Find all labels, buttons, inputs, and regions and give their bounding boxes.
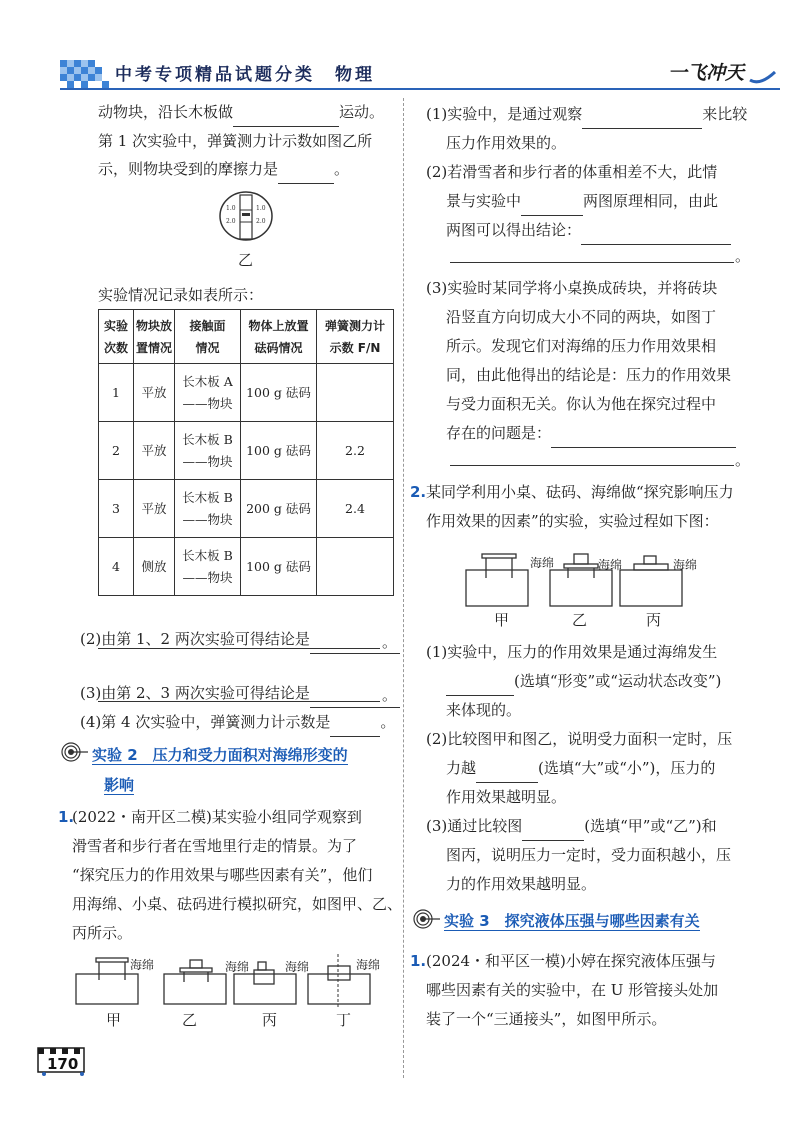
p2-q2-line: 作用效果越明显。 (446, 788, 567, 806)
force-cell-1[interactable] (317, 364, 394, 422)
target-icon (60, 741, 90, 763)
p2-q3-line: 图丙，说明压力一定时，受力面积越小，压 (446, 846, 732, 864)
column-divider (403, 98, 404, 1078)
section-2-title-cont: 影响 (104, 776, 135, 794)
right-q3-line: 存在的问题是： (446, 419, 736, 448)
answer-line-r2c[interactable] (450, 262, 734, 263)
table-row: 4 侧放 长木板 B ——物块 100 g 砝码 (99, 538, 394, 596)
answer-blank-r2a[interactable] (521, 197, 583, 216)
right-q1-line1: (1)实验中，是通过观察 来比较 (426, 100, 747, 129)
sponge-label: 海绵 (530, 556, 555, 570)
p2-q2-line: (2)比较图甲和图乙，说明受力面积一定时，压 (426, 730, 733, 748)
question-2-left: (2)由第 1、2 两次实验可得结论是 (80, 625, 400, 654)
sponge-experiment-figure-2 (462, 548, 702, 608)
answer-blank-p2q3[interactable] (522, 822, 584, 841)
intro-text-b: 运动。 (339, 103, 385, 121)
page-number: 170 (47, 1055, 79, 1073)
problem-1-line: “探究压力的作用效果与哪些因素有关”，他们 (72, 866, 373, 884)
sponge-label: 海绵 (130, 958, 155, 972)
right-q3-line: (3)实验时某同学将小桌换成砖块，并将砖块 (426, 279, 718, 297)
section-2-title: 实验 2 压力和受力面积对海绵形变的 (92, 746, 348, 764)
answer-line-r3b[interactable] (450, 465, 734, 466)
problem-1-number: 1. (58, 808, 75, 826)
problem-1-line: 滑雪者和步行者在雪地里行走的情景。为了 (72, 837, 358, 855)
figure-2-label-yi: 乙 (572, 611, 588, 629)
header-rule (60, 88, 780, 90)
intro-text-c: 示，则物块受到的摩擦力是 (98, 160, 279, 178)
end-mark: 。 (382, 633, 398, 651)
problem-2-line: 某同学利用小桌、砝码、海绵做“探究影响压力 (426, 483, 734, 501)
question-3-left: (3)由第 2、3 两次实验可得结论是 (80, 679, 400, 708)
intro-line-3 (98, 155, 349, 184)
end-mark: 。 (735, 247, 751, 265)
problem-1-line: 丙所示。 (72, 924, 133, 942)
answer-blank-motion[interactable] (233, 108, 339, 127)
problem-1-line: (2022・南开区二模)某实验小组同学观察到 (72, 808, 362, 826)
header-weight: 物体上放置 砝码情况 (241, 310, 317, 364)
svg-text:2.0: 2.0 (226, 218, 236, 225)
right-q3-line: 与受力面积无关。你认为他在探究过程中 (446, 395, 717, 413)
problem-3-line: 装了一个“三通接头”，如图甲所示。 (426, 1010, 667, 1028)
figure-label-ding: 丁 (336, 1011, 352, 1029)
right-q3-line: 所示。发现它们对海绵的压力作用效果相 (446, 337, 717, 355)
p2-q1-line: 来体现的。 (446, 701, 522, 719)
p2-q1-line: (1)实验中，压力的作用效果是通过海绵发生 (426, 643, 718, 661)
answer-blank-q4[interactable] (330, 718, 380, 737)
sponge-label: 海绵 (673, 558, 698, 572)
spring-scale-figure (212, 190, 280, 252)
right-q3-line: 沿竖直方向切成大小不同的两块，如图丁 (446, 308, 717, 326)
intro-text-a: 动物块，沿长木板做 (98, 103, 234, 121)
figure-2-label-jia: 甲 (494, 611, 510, 629)
answer-blank-p2q1[interactable] (446, 677, 514, 696)
table-row: 2 平放 长木板 B ——物块 100 g 砝码 2.2 (99, 422, 394, 480)
sponge-label: 海绵 (225, 960, 250, 974)
answer-blank-friction[interactable] (278, 165, 334, 184)
right-q2-line2: 景与实验中 两图原理相同，由此 (446, 187, 718, 216)
problem-3-line: (2024・和平区一模)小婷在探究液体压强与 (426, 952, 716, 970)
intro-line-2: 第 1 次实验中，弹簧测力计示数如图乙所 (98, 132, 373, 150)
section-3-title: 实验 3 探究液体压强与哪些因素有关 (444, 912, 700, 930)
right-q2-line1: (2)若滑雪者和步行者的体重相差不大，此情 (426, 163, 718, 181)
answer-line-q3b[interactable] (98, 701, 380, 702)
answer-blank-r1[interactable] (582, 110, 702, 129)
end-mark: 。 (735, 451, 751, 469)
p2-q3-line: (3)通过比较图 (选填“甲”或“乙”)和 (426, 812, 717, 841)
intro-text-d: 。 (334, 160, 350, 178)
experiment-record-table (98, 309, 394, 596)
answer-blank-r3a[interactable] (551, 429, 736, 448)
right-q3-line: 同，由此他得出的结论是：压力的作用效果 (446, 366, 732, 384)
header-trial: 实验 次数 (99, 310, 134, 364)
right-q2-line3: 两图可以得出结论： (446, 216, 731, 245)
header-title: 中考专项精品试题分类 物理 (115, 65, 375, 85)
figure-label-yi: 乙 (182, 1011, 198, 1029)
figure-label-bing: 丙 (262, 1011, 278, 1029)
figure-label-jia: 甲 (106, 1011, 122, 1029)
svg-text:1.0: 1.0 (226, 205, 236, 212)
problem-3-number: 1. (410, 952, 427, 970)
problem-2-line: 作用效果的因素”的实验，实验过程如下图： (426, 512, 719, 530)
p2-q2-line: 力越 (选填“大”或“小”)，压力的 (446, 754, 715, 783)
svg-text:2.0: 2.0 (256, 218, 266, 225)
p2-q3-line: 力的作用效果越明显。 (446, 875, 597, 893)
header-placement: 物块放 置情况 (134, 310, 175, 364)
answer-line-q2b[interactable] (98, 648, 380, 649)
problem-3-line: 哪些因素有关的实验中，在 U 形管接头处加 (426, 981, 719, 999)
sponge-label: 海绵 (598, 558, 623, 572)
table-row: 1 平放 长木板 A ——物块 100 g 砝码 (99, 364, 394, 422)
answer-blank-r2b[interactable] (581, 226, 731, 245)
svg-text:1.0: 1.0 (256, 205, 266, 212)
header-force: 弹簧测力计 示数 F/N (317, 310, 394, 364)
question-4-left: (4)第 4 次实验中，弹簧测力计示数是 。 (80, 708, 395, 737)
table-row: 3 平放 长木板 B ——物块 200 g 砝码 2.4 (99, 480, 394, 538)
header-surface: 接触面 情况 (175, 310, 241, 364)
right-q1-line2: 压力作用效果的。 (446, 134, 567, 152)
end-mark: 。 (382, 686, 398, 704)
problem-1-line: 用海绵、小桌、砝码进行模拟研究，如图甲、乙、 (72, 895, 403, 913)
table-caption: 实验情况记录如表所示： (98, 286, 264, 304)
figure-2-label-bing: 丙 (646, 611, 662, 629)
intro-line-1 (98, 98, 384, 127)
problem-2-number: 2. (410, 483, 427, 501)
p2-q1-line: (选填“形变”或“运动状态改变”) (446, 667, 721, 696)
sponge-label: 海绵 (356, 958, 381, 972)
target-icon (412, 908, 442, 930)
answer-blank-p2q2[interactable] (476, 764, 538, 783)
figure-yi-label: 乙 (238, 251, 254, 269)
sponge-label: 海绵 (285, 960, 310, 974)
header-brand: 一飞冲天 (668, 62, 745, 84)
force-cell-4[interactable] (317, 538, 394, 596)
